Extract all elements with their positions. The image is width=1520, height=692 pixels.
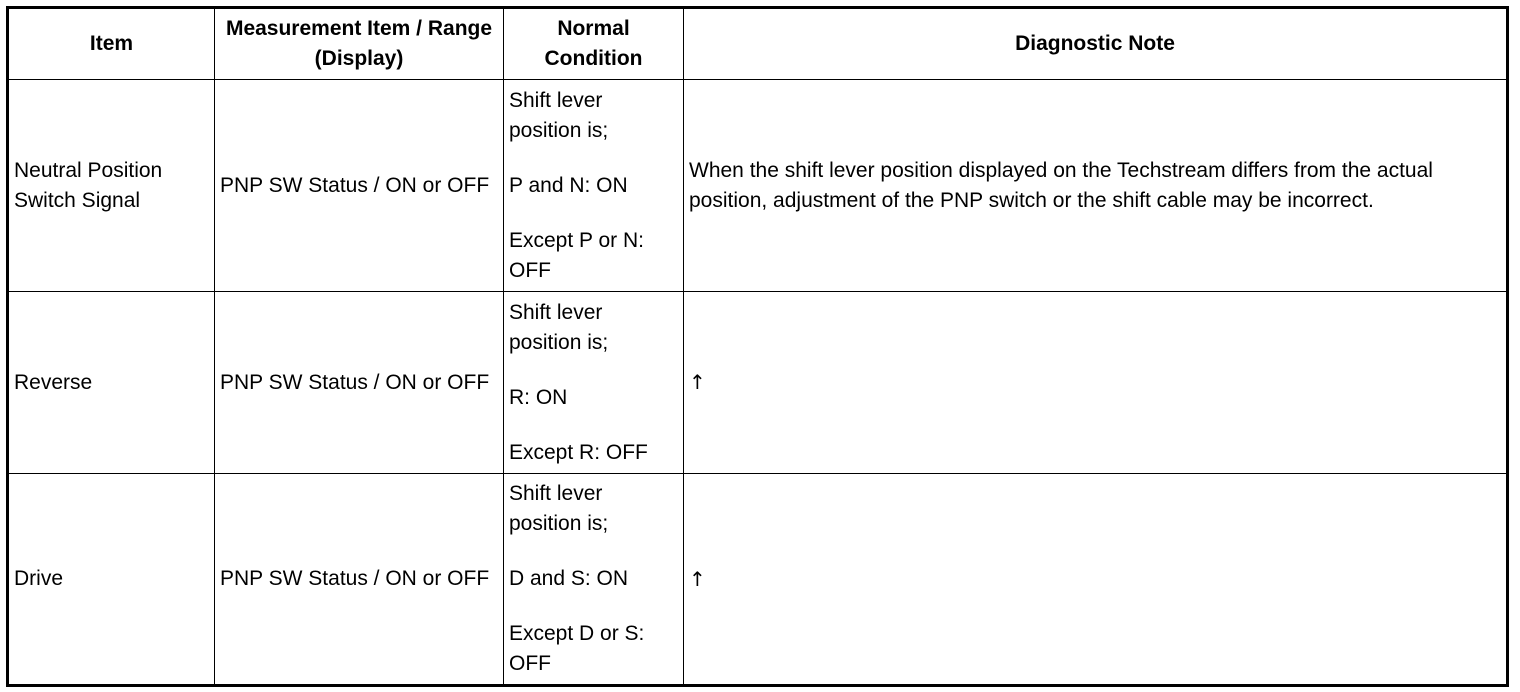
condition-line: R: ON — [509, 385, 568, 409]
cell-diagnostic-note: When the shift lever position displayed on the Techstream differs from the actual position, adjustment of the PNP switch or the shift cable may be incorrect. — [684, 80, 1508, 292]
header-diagnostic-note: Diagnostic Note — [684, 8, 1508, 80]
cell-measurement: PNP SW Status / ON or OFF — [215, 80, 504, 292]
condition-line: Shift lever position is; — [509, 482, 609, 535]
same-as-above-arrow-icon: ↑ — [689, 566, 706, 591]
cell-measurement: PNP SW Status / ON or OFF — [215, 292, 504, 474]
condition-line: P and N: ON — [509, 173, 628, 197]
condition-line: Except R: OFF — [509, 440, 648, 464]
table-row — [8, 292, 1508, 474]
cell-normal-condition — [504, 292, 684, 474]
condition-line: Shift lever position is; — [509, 88, 609, 142]
header-measurement: Measurement Item / Range (Display) — [215, 8, 504, 80]
cell-item: Neutral Position Switch Signal — [8, 80, 215, 292]
cell-diagnostic-note — [684, 474, 1508, 686]
same-as-above-arrow-icon: ↑ — [689, 370, 706, 394]
condition-line: Except D or S: OFF — [509, 622, 645, 675]
header-normal-condition: Normal Condition — [504, 8, 684, 80]
diagnostic-data-table — [6, 6, 1509, 687]
condition-line: Except P or N: OFF — [509, 228, 645, 282]
cell-item: Drive — [8, 474, 215, 686]
cell-normal-condition — [504, 80, 684, 292]
table-row — [8, 80, 1508, 292]
condition-line: Shift lever position is; — [509, 300, 609, 354]
table-header-row — [8, 8, 1508, 80]
condition-line: D and S: ON — [509, 567, 629, 590]
cell-measurement: PNP SW Status / ON or OFF — [215, 474, 504, 686]
cell-diagnostic-note — [684, 292, 1508, 474]
cell-item: Reverse — [8, 292, 215, 474]
cell-normal-condition — [504, 474, 684, 686]
table-row — [8, 474, 1508, 686]
header-item: Item — [8, 8, 215, 80]
